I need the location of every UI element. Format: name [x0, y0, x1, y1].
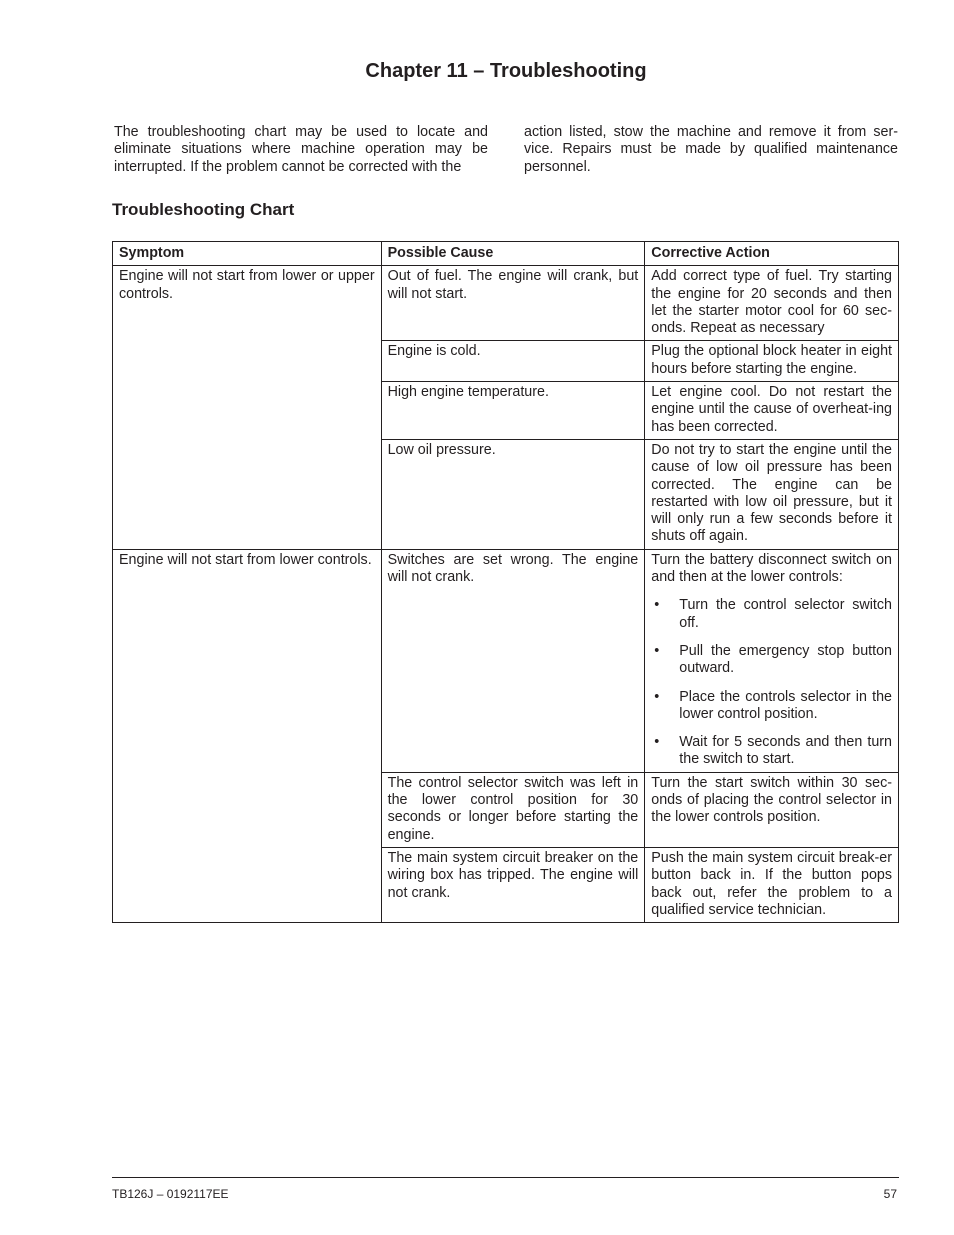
intro-paragraph-left: The troubleshooting chart may be used to locate and eliminate situations where machine operation may be interrupted. If the problem cannot be corrected with the [114, 124, 488, 175]
action-cell: Do not try to start the engine until the cause of low oil pressure has been corrected. The engine can be restarted with low oil pressure, but it will only run a few seconds before it shuts off again. [645, 439, 899, 549]
troubleshooting-table [112, 241, 899, 923]
action-cell [645, 549, 899, 772]
action-bullet-list [651, 597, 892, 768]
bullet-text: Wait for 5 seconds and then turn the switch to start. [679, 734, 892, 768]
action-cell: Add correct type of fuel. Try starting the engine for 20 seconds and then let the starter motor cool for 60 sec-onds. Repeat as necessary [645, 266, 899, 341]
intro-paragraph-right: action listed, stow the machine and remove it from ser-vice. Repairs must be made by qualified maintenance personnel. [524, 124, 898, 175]
list-item [651, 643, 892, 678]
bullet-text: Pull the emergency stop button outward. [679, 642, 892, 677]
cause-cell: The control selector switch was left in the lower control position for 30 seconds or longer before starting the engine. [381, 772, 645, 847]
bullet-icon: • [654, 642, 660, 659]
action-cell: Push the main system circuit break-er button back in. If the button pops back out, refer the problem to a qualified service technician. [645, 847, 899, 922]
chapter-title: Chapter 11 – Troubleshooting [365, 60, 647, 82]
header-symptom: Symptom [113, 242, 382, 266]
cause-cell: Out of fuel. The engine will crank, but will not start. [381, 266, 645, 341]
header-corrective-action: Corrective Action [645, 242, 899, 266]
action-cell: Let engine cool. Do not restart the engine until the cause of overheat-ing has been corrected. [645, 382, 899, 440]
cause-cell: Low oil pressure. [381, 439, 645, 549]
list-item [651, 734, 892, 769]
cause-cell: The main system circuit breaker on the wiring box has tripped. The engine will not crank. [381, 847, 645, 922]
bullet-icon: • [654, 734, 660, 751]
action-cell: Plug the optional block heater in eight hours before starting the engine. [645, 341, 899, 382]
symptom-cell: Engine will not start from lower or upper controls. [113, 266, 382, 549]
cause-cell: High engine temperature. [381, 382, 645, 440]
cause-cell: Switches are set wrong. The engine will not crank. [381, 549, 645, 772]
bullet-icon: • [654, 688, 660, 705]
footer-divider [112, 1177, 899, 1178]
cause-cell: Engine is cold. [381, 341, 645, 382]
bullet-icon: • [654, 597, 660, 614]
footer-doc-id: TB126J – 0192117EE [112, 1187, 229, 1201]
header-possible-cause: Possible Cause [381, 242, 645, 266]
list-item [651, 689, 892, 724]
symptom-cell: Engine will not start from lower controls. [113, 549, 382, 922]
page-number: 57 [883, 1187, 897, 1201]
bullet-text: Turn the control selector switch off. [679, 597, 892, 631]
bullet-text: Place the controls selector in the lower control position. [679, 688, 892, 722]
action-cell: Turn the start switch within 30 sec-onds of placing the control selector in the lower controls position. [645, 772, 899, 847]
action-text: Turn the battery disconnect switch on and then at the lower controls: [651, 551, 892, 586]
table-row [113, 266, 899, 341]
table-row [113, 549, 899, 772]
section-heading: Troubleshooting Chart [112, 200, 295, 219]
list-item [651, 597, 892, 632]
table-header-row [113, 242, 899, 266]
